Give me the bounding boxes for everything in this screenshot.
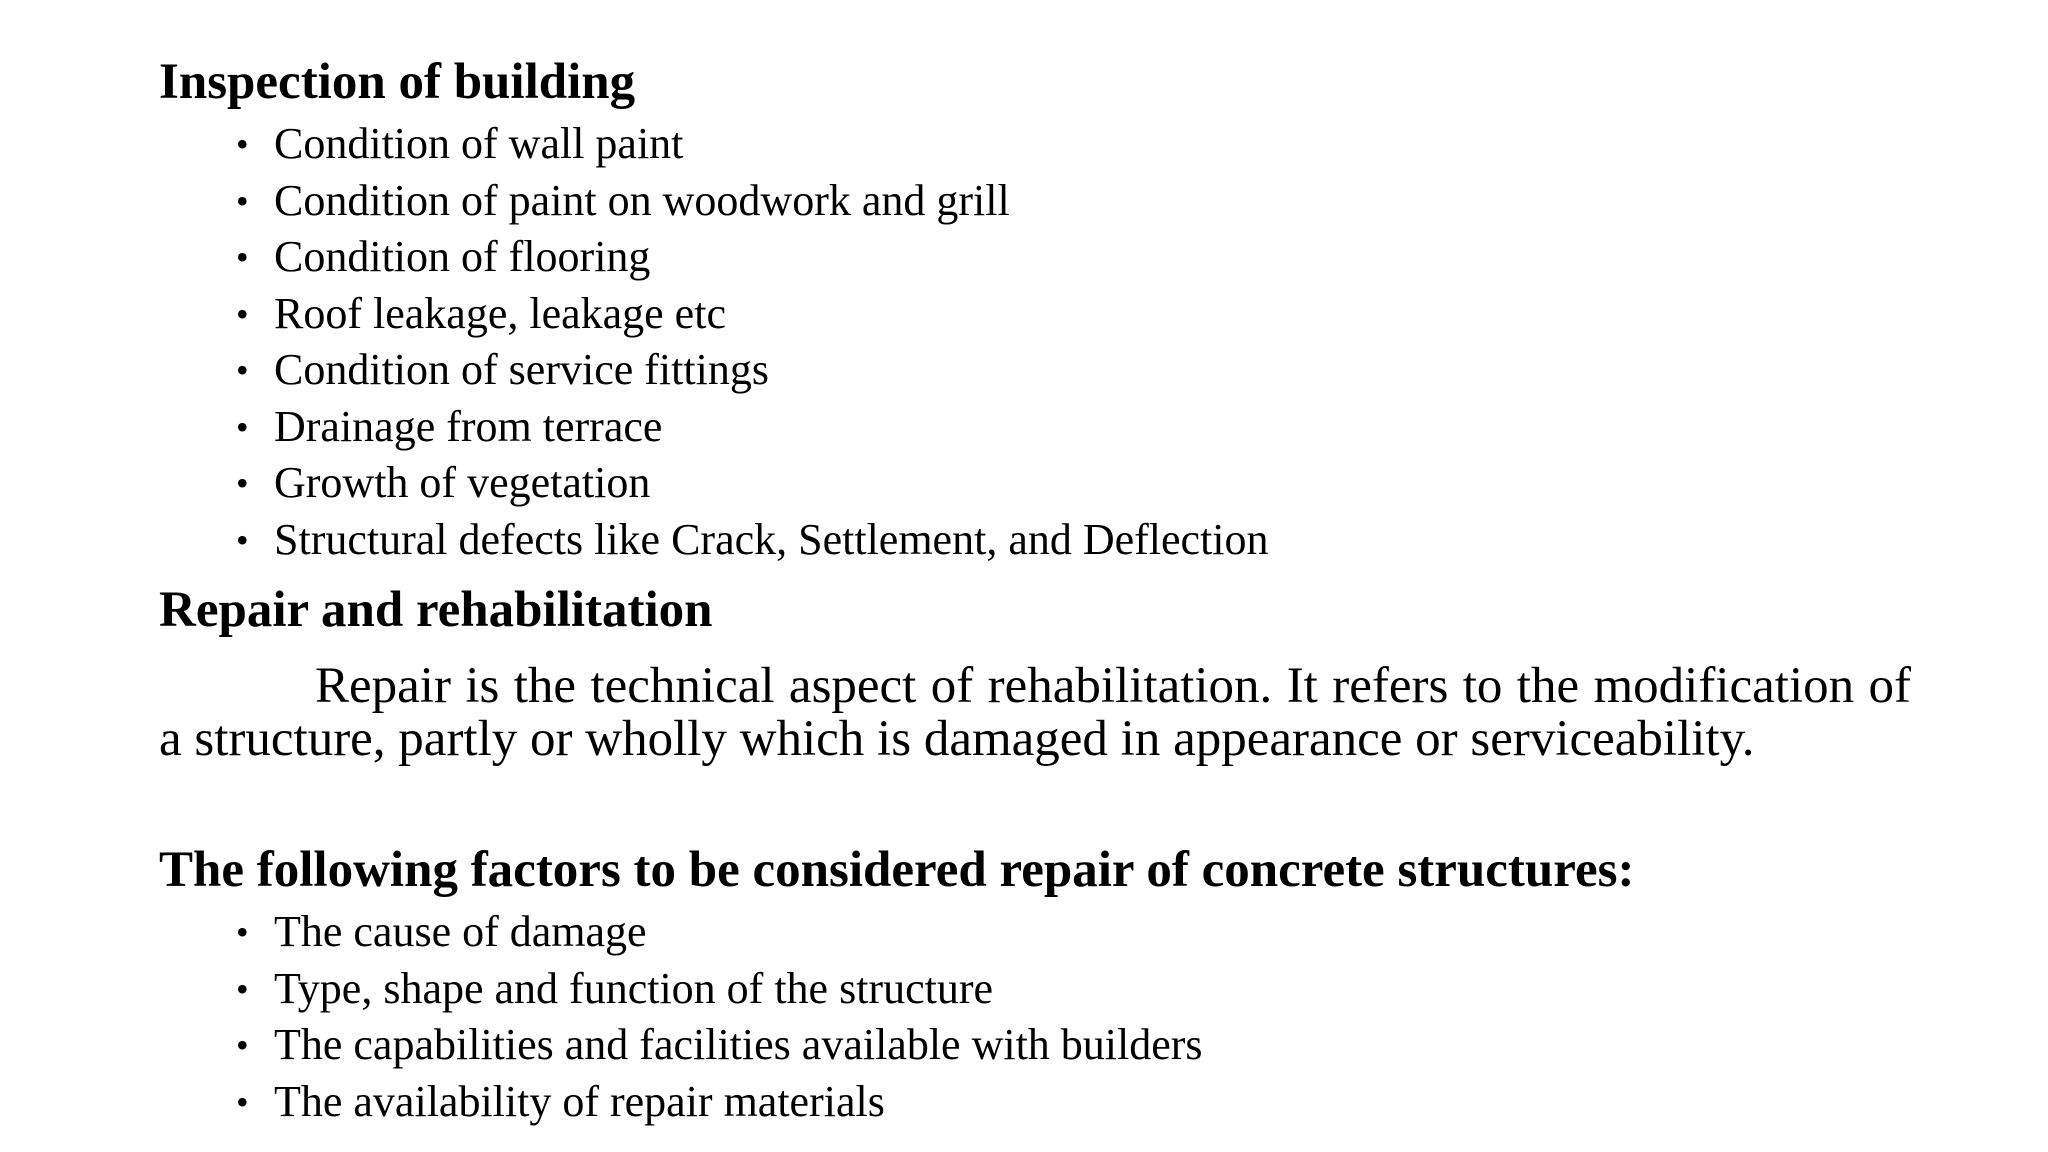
list-item-text: Condition of paint on woodwork and grill [274,175,1010,225]
list-item-text: Roof leakage, leakage etc [274,288,726,338]
list-item [232,904,1203,961]
bullet-icon: • [236,406,249,447]
bullet-icon: • [236,180,249,221]
bullet-icon: • [236,1025,249,1065]
bullet-icon: • [236,463,249,503]
list-item [232,286,1269,343]
list-item-text: The capabilities and facilities available with builders [274,1020,1203,1069]
list-item [232,399,1269,456]
list-item [232,1017,1203,1074]
list-item-text: Type, shape and function of the structure [274,963,994,1013]
list-item [232,173,1269,230]
list-item [232,512,1269,569]
list-item-text: Condition of flooring [274,232,651,281]
heading-repair-factors: The following factors to be considered repair of concrete structures: [159,842,1635,898]
heading-inspection-of-building: Inspection of building [159,54,636,110]
bullet-icon: • [236,912,249,952]
list-item [232,455,1269,512]
list-item [232,961,1203,1018]
repair-paragraph: Repair is the technical aspect of rehabilitation. It refers to the modification of a structure, partly or wholly which is damaged in appearance or serviceability. [159,658,1911,767]
list-item-text: Condition of wall paint [274,119,684,168]
list-item-text: Growth of vegetation [274,458,651,507]
list-item [232,116,1269,173]
bullet-icon: • [236,968,249,1009]
list-item [232,229,1269,286]
bullet-icon: • [236,350,249,390]
list-item-text: Drainage from terrace [274,401,663,451]
bullet-icon: • [236,293,249,334]
list-item [232,342,1269,399]
repair-factors-list [232,904,1203,1130]
bullet-icon: • [236,1081,249,1122]
heading-repair-and-rehabilitation: Repair and rehabilitation [159,582,713,638]
list-item-text: The cause of damage [274,907,647,956]
inspection-list [232,116,1269,568]
list-item-text: Structural defects like Crack, Settlement, and Deflection [274,514,1269,564]
list-item [232,1074,1203,1131]
bullet-icon: • [236,519,249,560]
list-item-text: The availability of repair materials [274,1076,885,1126]
bullet-icon: • [236,237,249,277]
list-item-text: Condition of service fittings [274,345,769,394]
bullet-icon: • [236,124,249,164]
